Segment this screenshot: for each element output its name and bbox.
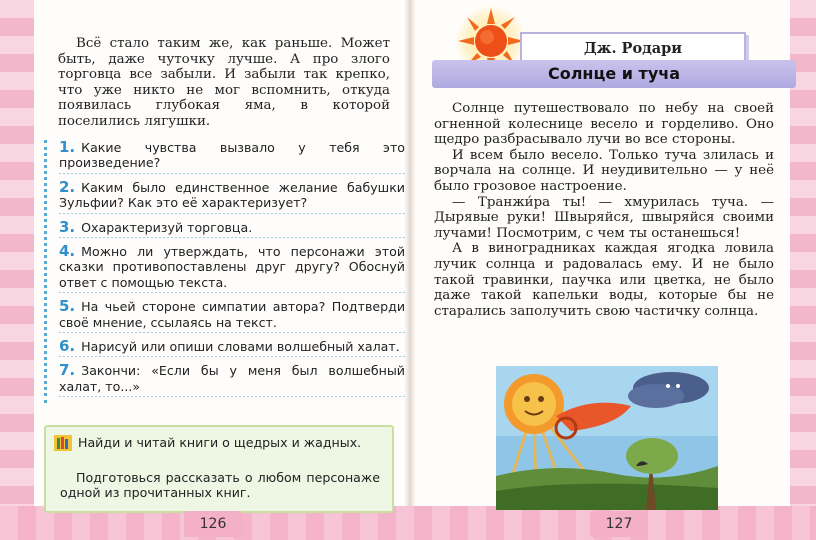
task-line-2: Подготовься рассказать о любом персонаже одной из прочитанных книг.: [60, 470, 380, 501]
question-item: [57, 217, 405, 238]
story-text: [434, 101, 774, 319]
question-text: Какие чувства вызвало у тебя это произведение?: [59, 140, 405, 171]
intro-paragraph: Всё стало таким же, как раньше. Может быть, даже чуточку лучше. А про злого торговца все забыли. И забыли так крепко, что уже никто не мог вспомнить, откуда появилась глубокая яма, в которой поселились лягушки.: [58, 36, 390, 129]
task-box: [44, 425, 394, 513]
story-title-bar: [432, 60, 796, 88]
author-label: Дж. Родари: [520, 32, 746, 66]
story-paragraph: Солнце путешествовало по небу на своей огненной колеснице весело и горделиво. Оно щедро разбрасывало лучи во все стороны.: [434, 101, 774, 148]
question-number: 1.: [59, 138, 76, 156]
sun-and-cloud-illustration: [496, 366, 718, 510]
question-text: На чьей стороне симпатии автора? Подтверди своё мнение, ссылаясь на текст.: [59, 299, 405, 330]
question-text: Нарисуй или опиши словами волшебный халат.: [81, 339, 400, 355]
question-text: Можно ли утверждать, что персонажи этой сказки противопоставлены друг другу? Обоснуй ответ с помощью текста.: [59, 244, 405, 290]
story-title: Солнце и туча: [547, 64, 681, 83]
story-paragraph: А в виноградниках каждая ягодка ловила лучик солнца и радовалась ему. И не было такой травинки, паучка или цветка, не было даже такой капельки воды, которые бы не старались заполучить свою частичку солнца.: [434, 241, 774, 319]
question-text: Закончи: «Если бы у меня был волшебный халат, то...»: [59, 363, 405, 394]
question-item: [57, 244, 405, 293]
question-number: 6.: [59, 337, 76, 356]
book-gutter: [404, 0, 416, 540]
story-paragraph: И всем было весело. Только туча злилась и ворчала на солнце. И неудивительно — у неё было грозовое настроение.: [434, 147, 774, 194]
question-text: Охарактеризуй торговца.: [81, 219, 253, 235]
question-number: 4.: [59, 242, 76, 261]
left-intro-text: [58, 36, 390, 130]
question-text: Каким было единственное желание бабушки Зульфии? Как это её характеризует?: [59, 179, 405, 211]
page-number-left: 126: [184, 511, 242, 537]
left-margin-stripes: [0, 0, 34, 540]
story-paragraph: — Транжи́ра ты! — хмурилась туча. — Дырявые руки! Швыряйся, швыряйся своими лучами! Посмотрим, с чем ты останешься!: [434, 194, 774, 241]
task-line-1: Найди и читай книги о щедрых и жадных.: [78, 435, 362, 450]
question-item: [57, 299, 405, 333]
question-item: [57, 363, 405, 397]
questions-list: [44, 140, 405, 403]
question-number: 5.: [59, 297, 76, 316]
question-number: 2.: [59, 177, 76, 196]
page-number-right: 127: [590, 511, 648, 537]
question-item: [57, 339, 405, 357]
question-number: 3.: [59, 217, 76, 236]
question-item: [57, 177, 405, 214]
question-number: 7.: [59, 361, 76, 380]
question-item: [57, 140, 405, 174]
